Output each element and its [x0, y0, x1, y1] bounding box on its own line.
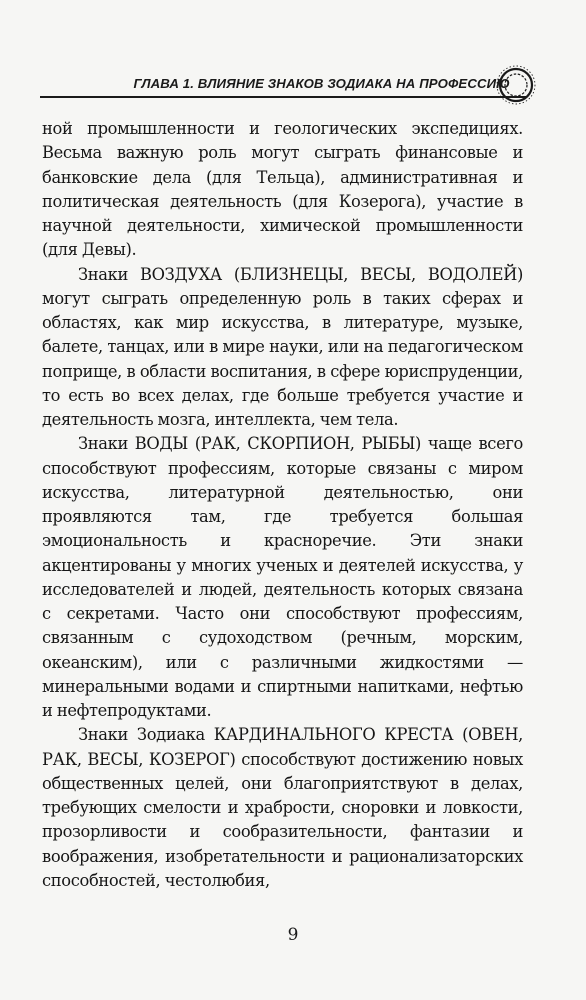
paragraph: Знаки ВОДЫ (РАК, СКОРПИОН, РЫБЫ) чаще всего способствуют профессиям, которые связаны с миром искусства, литературной деятельностью, они проявляются там, где требуется большая эмоциональность и красноречие. Эти знаки акцентированы у многих ученых и деятелей искусства, у исследователей и людей, деятельность которых связана с секретами. Часто они способствуют профессиям, связанным с судоходством (речным, морским, океанским), или с различными жидкостями — минеральными водами и спиртными напитками, нефтью и нефтепродуктами. [42, 434, 523, 720]
paragraph: Знаки Зодиака КАРДИНАЛЬНОГО КРЕСТА (ОВЕН, РАК, ВЕСЫ, КОЗЕРОГ) способствуют достижению новых общественных целей, они благоприятствуют в делах, требующих смелости и храбрости, сноровки и ловкости, прозорливости и сообразительности, фантазии и воображения, изобретательности и рационализаторских способностей, честолюбия, [42, 725, 523, 890]
zodiac-ring-ornament-icon [496, 58, 536, 112]
header-rule [40, 96, 526, 98]
running-header [40, 72, 516, 98]
body-text [42, 117, 523, 893]
page-number: 9 [287, 925, 299, 945]
paragraph: ной промышленности и геологических экспедициях. Весьма важную роль могут сыграть финансовые и банковские дела (для Тельца), административная и политическая деятельность (для Козерога), участие в научной деятельности, химической промышленности (для Девы). [42, 119, 523, 260]
chapter-title: ГЛАВА 1. ВЛИЯНИЕ ЗНАКОВ ЗОДИАКА НА ПРОФЕССИЮ [133, 76, 510, 91]
paragraph: Знаки ВОЗДУХА (БЛИЗНЕЦЫ, ВЕСЫ, ВОДОЛЕЙ) могут сыграть определенную роль в таких сферах и областях, как мир искусства, в литературе, музыке, балете, танцах, или в мире науки, или на педагогическом поприще, в области воспитания, в сфере юриспруденции, то есть во всех делах, где больше требуется участие и деятельность мозга, интеллекта, чем тела. [42, 264, 523, 429]
